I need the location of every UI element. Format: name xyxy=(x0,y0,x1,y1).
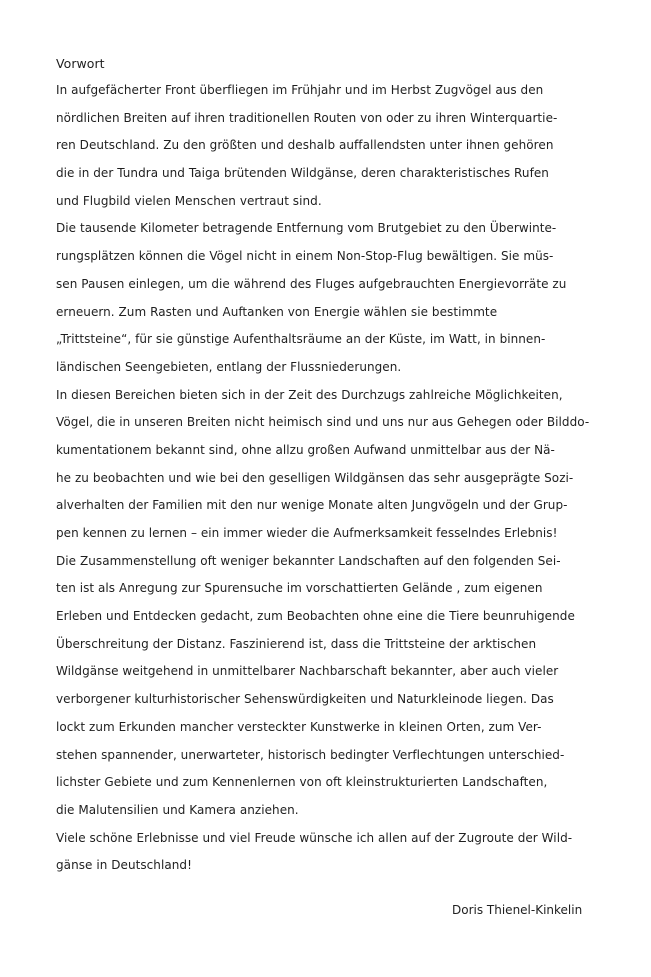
text-line: nördlichen Breiten auf ihren traditionellen Routen von oder zu ihren Winterquartie- xyxy=(56,110,558,125)
text-line: Wildgänse weitgehend in unmittelbarer Nachbarschaft bekannter, aber auch vieler xyxy=(56,664,559,679)
text-line: Vögel, die in unseren Breiten nicht heimisch sind und uns nur aus Gehegen oder Bilddo- xyxy=(56,415,590,430)
author-signature: Doris Thienel-Kinkelin xyxy=(452,903,583,917)
text-line: rungsplätzen können die Vögel nicht in einem Non-Stop-Flug bewältigen. Sie müs- xyxy=(56,249,554,264)
text-line: die Malutensilien und Kamera anziehen. xyxy=(56,802,299,817)
text-line: erneuern. Zum Rasten und Auftanken von Energie wählen sie bestimmte xyxy=(56,304,498,319)
text-line: und Flugbild vielen Menschen vertraut sind. xyxy=(56,193,322,208)
text-line: kumentationem bekannt sind, ohne allzu großen Aufwand unmittelbar aus der Nä- xyxy=(56,442,555,457)
text-lines xyxy=(56,77,601,880)
text-line: verborgener kulturhistorischer Sehenswürdigkeiten und Naturkleinode liegen. Das xyxy=(56,692,554,707)
document-heading: Vorwort xyxy=(56,56,105,71)
text-line: ren Deutschland. Zu den größten und deshalb auffallendsten unter ihnen gehören xyxy=(56,138,554,153)
text-line: Die Zusammenstellung oft weniger bekannter Landschaften auf den folgenden Sei- xyxy=(56,553,561,568)
text-line: he zu beobachten und wie bei den geselligen Wildgänsen das sehr ausgeprägte Sozi- xyxy=(56,470,574,485)
text-line: Viele schöne Erlebnisse und viel Freude wünsche ich allen auf der Zugroute der Wild- xyxy=(56,830,573,845)
text-line: gänse in Deutschland! xyxy=(56,858,192,873)
text-line: In diesen Bereichen bieten sich in der Zeit des Durchzugs zahlreiche Möglichkeiten, xyxy=(56,387,563,402)
text-line: pen kennen zu lernen – ein immer wieder die Aufmerksamkeit fesselndes Erlebnis! xyxy=(56,526,558,540)
text-line: lichster Gebiete und zum Kennenlernen von oft kleinstrukturierten Landschaften, xyxy=(56,775,548,790)
document-page xyxy=(56,54,601,880)
text-line: ländischen Seengebieten, entlang der Flussniederungen. xyxy=(56,359,402,374)
text-line: In aufgefächerter Front überfliegen im Frühjahr und im Herbst Zugvögel aus den xyxy=(56,83,544,97)
text-line: Die tausende Kilometer betragende Entfernung vom Brutgebiet zu den Überwinte- xyxy=(56,221,557,236)
text-line: sen Pausen einlegen, um die während des Fluges aufgebrauchten Energievorräte zu xyxy=(56,276,567,291)
text-line: „Trittsteine“, für sie günstige Aufenthaltsräume an der Küste, im Watt, in binnen- xyxy=(56,332,546,347)
text-line: lockt zum Erkunden mancher versteckter Kunstwerke in kleinen Orten, zum Ver- xyxy=(56,719,542,734)
text-line: die in der Tundra und Taiga brütenden Wildgänse, deren charakteristisches Rufen xyxy=(56,166,549,181)
text-line: stehen spannender, unerwarteter, historisch bedingter Verflechtungen unterschied- xyxy=(56,747,565,762)
text-line: Erleben und Entdecken gedacht, zum Beobachten ohne eine die Tiere beunruhigende xyxy=(56,609,575,624)
text-line: ten ist als Anregung zur Spurensuche im vorschattierten Gelände , zum eigenen xyxy=(56,581,543,596)
text-line: Überschreitung der Distanz. Faszinierend ist, dass die Trittsteine der arktischen xyxy=(56,636,537,651)
text-line: alverhalten der Familien mit den nur wenige Monate alten Jungvögeln und der Grup- xyxy=(56,498,568,513)
